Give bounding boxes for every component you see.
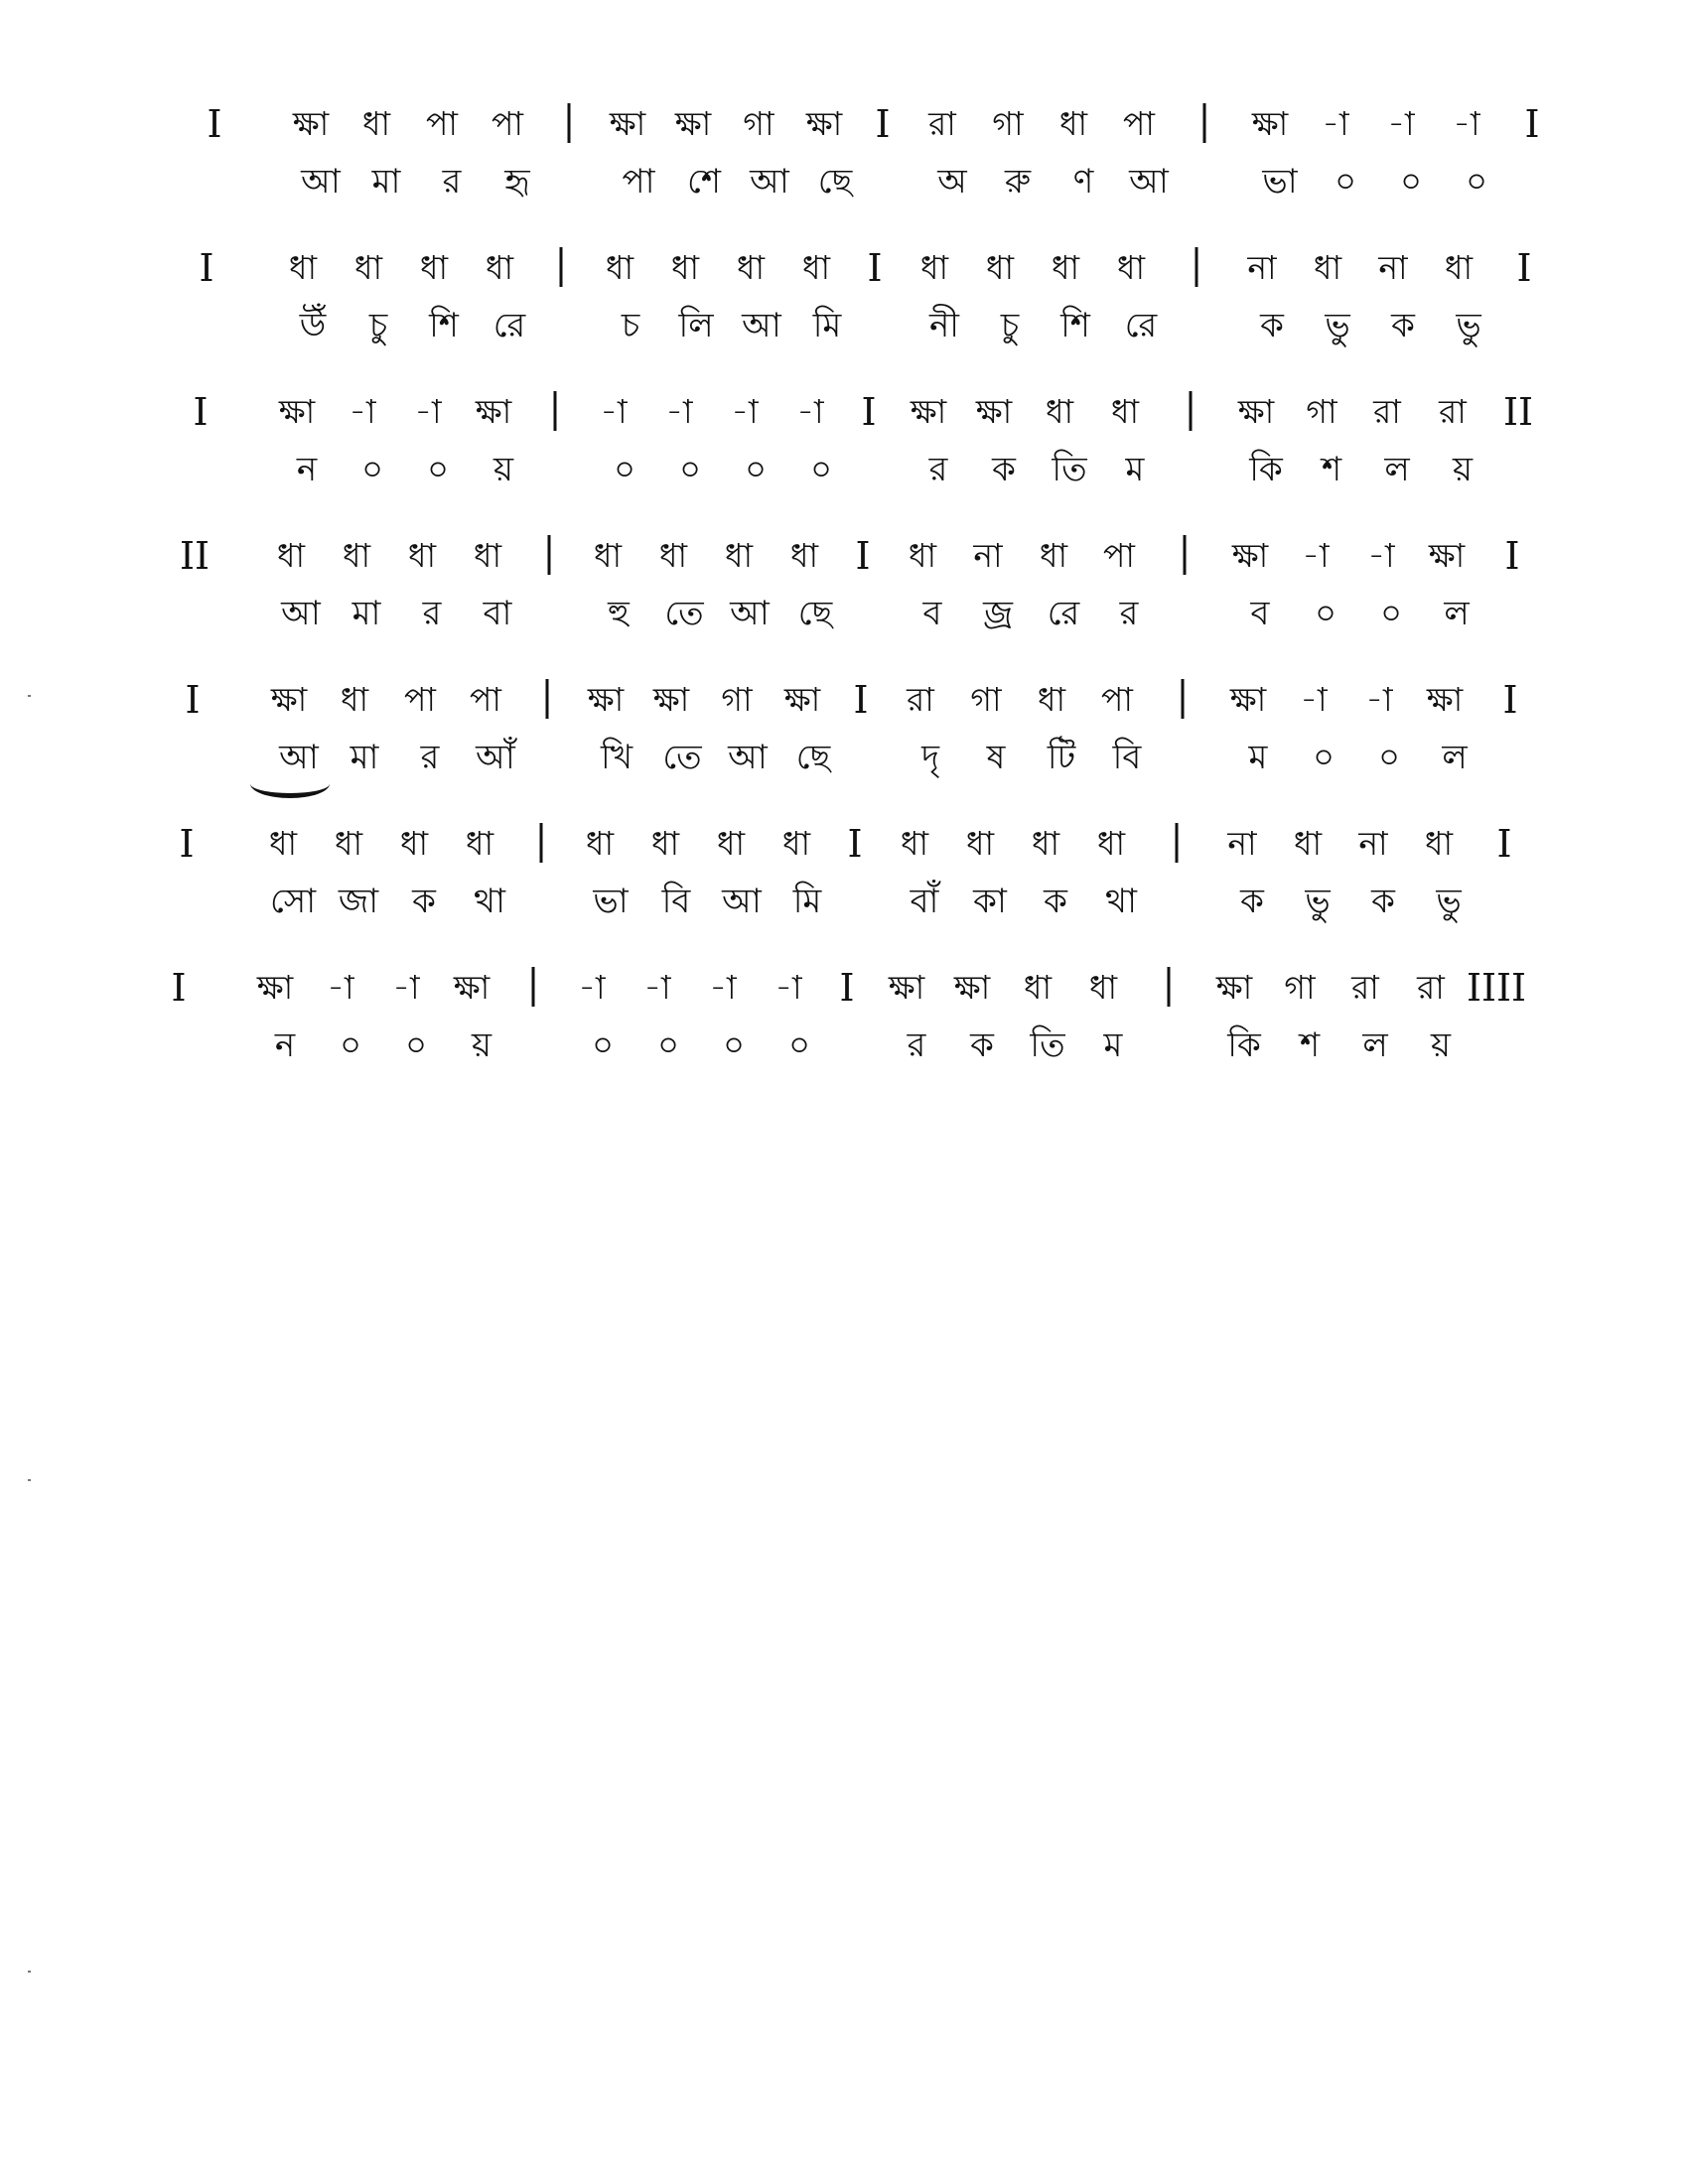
lyric-syllable: থা [474,882,505,921]
lyric-syllable: শি [429,306,459,345]
swara-note: ধা [1116,248,1146,287]
swara-note: গা [1306,392,1337,431]
notation-system [161,243,1591,392]
lyric-syllable: র [928,450,948,489]
lyric-syllable: ল [1362,1025,1388,1065]
lyric-syllable: র [907,1025,926,1065]
lyric-syllable: ০ [1379,594,1403,633]
lyric-syllable: ০ [426,450,450,489]
beat-divider [540,823,543,863]
lyric-syllable: ০ [787,1025,811,1065]
swara-note: গা [1284,968,1316,1007]
lyric-syllable: ক [1044,882,1067,921]
swara-note: গা [970,680,1002,719]
close-bar-mark: I [1516,246,1532,290]
swara-note: ধা [342,536,371,575]
section-bar-mark: I [875,102,891,146]
notation-system [141,819,1571,968]
swara-note: ধা [407,536,437,575]
swara-note: ধা [399,824,429,863]
swara-note: ধা [1110,392,1140,431]
close-bar-mark: I [1504,534,1520,578]
lyric-syllable: কি [1227,1025,1261,1065]
swara-note: পা [404,680,436,719]
lyric-syllable: ব [1250,594,1270,633]
swara-note: ক্ষা [1231,536,1269,575]
swara-note: ধা [419,248,449,287]
beat-divider [548,535,551,575]
lyric-syllable: ছে [817,162,853,202]
swara-note: পা [492,104,523,143]
swara-note: -া [392,968,420,1007]
swara-note: ক্ষা [256,968,294,1007]
swara-note: ধা [789,536,819,575]
close-bar-mark: IIII [1466,966,1527,1010]
lyric-syllable: রু [1004,162,1032,202]
swara-note: ক্ষা [910,392,947,431]
lyric-syllable: ০ [656,1025,680,1065]
lyric-syllable: তে [662,738,702,777]
lyric-row [149,589,1579,638]
beat-divider [1182,679,1185,719]
swara-row [133,963,1563,1013]
lyric-syllable: রে [1047,594,1080,633]
swara-note: ধা [919,248,949,287]
lyric-syllable: চ [621,306,640,345]
swara-note: ধা [1037,680,1066,719]
lyric-syllable: উঁ [299,306,327,345]
lyric-syllable: পা [622,162,655,202]
lyric-syllable: ম [1103,1025,1123,1065]
lyric-syllable: ০ [1314,594,1337,633]
open-bar-mark: II [179,534,211,578]
swara-note: -া [1365,680,1393,719]
swara-note: ধা [1023,968,1053,1007]
beat-divider [560,247,563,287]
lyric-syllable: ল [1384,450,1410,489]
lyric-syllable: ০ [591,1025,615,1065]
lyric-syllable: ছে [797,594,833,633]
swara-note: পা [1101,680,1133,719]
lyric-syllable: ০ [404,1025,428,1065]
lyric-syllable: আ [301,162,341,202]
lyric-row [133,1021,1563,1070]
lyric-syllable: ভা [593,882,629,921]
lyric-syllable: ছে [795,738,831,777]
swara-note: না [1227,824,1257,863]
lyric-syllable: ক [1371,882,1395,921]
swara-note: -া [1300,680,1328,719]
swara-note: ধা [361,104,391,143]
swara-note: ক্ষা [270,680,308,719]
swara-note: ধা [1088,968,1118,1007]
swara-note: ক্ষা [652,680,690,719]
swara-note: না [1247,248,1277,287]
section-bar-mark: I [839,966,855,1010]
swara-note: ক্ষা [674,104,712,143]
swara-note: রা [1439,392,1467,431]
swara-note: ধা [1045,392,1074,431]
scan-speck [28,695,31,697]
lyric-syllable: র [442,162,462,202]
notation-system [169,99,1599,248]
lyric-syllable: ল [1442,738,1468,777]
notation-system [149,531,1579,680]
open-bar-mark: I [207,102,222,146]
beat-divider [1168,967,1171,1007]
lyric-syllable: খি [600,738,633,777]
swara-note: -া [731,392,759,431]
swara-note: ক্ষা [783,680,821,719]
swara-note: -া [709,968,737,1007]
swara-note: ক্ষা [587,680,625,719]
lyric-row [147,733,1577,782]
lyric-syllable: ০ [1465,162,1488,202]
swara-note: ধা [1424,824,1454,863]
swara-note: ক্ষা [1229,680,1267,719]
beat-divider [1203,103,1206,143]
lyric-syllable: অ [937,162,967,202]
swara-note: ধা [650,824,680,863]
lyric-syllable: শি [1060,306,1090,345]
swara-note: গা [743,104,774,143]
swara-row [141,819,1571,869]
beat-divider [1184,535,1187,575]
lyric-syllable: আ [279,738,319,777]
lyric-syllable: শ [1321,450,1342,489]
swara-note: -া [1367,536,1395,575]
beat-divider [1196,247,1198,287]
lyric-syllable: ক [970,1025,994,1065]
swara-note: না [1378,248,1408,287]
lyric-syllable: আ [728,738,768,777]
lyric-syllable: টি [1047,738,1076,777]
lyric-syllable: ণ [1072,162,1094,202]
swara-note: ধা [716,824,746,863]
swara-note: -া [327,968,354,1007]
swara-note: ধা [585,824,615,863]
beat-divider [532,967,535,1007]
swara-note: -া [578,968,606,1007]
swara-note: ধা [485,248,514,287]
lyric-syllable: ক [1260,306,1284,345]
swara-note: ধা [465,824,494,863]
lyric-syllable: ন [274,1025,296,1065]
swara-row [155,387,1585,437]
lyric-syllable: ক [1391,306,1415,345]
lyric-syllable: ষ [986,738,1006,777]
swara-note: ধা [658,536,688,575]
swara-row [147,675,1577,725]
lyric-syllable: আ [742,306,781,345]
swara-note: না [1358,824,1388,863]
section-bar-mark: I [855,534,871,578]
swara-note: ধা [908,536,937,575]
swara-note: ধা [593,536,623,575]
swara-note: রা [1351,968,1379,1007]
swara-note: ধা [985,248,1015,287]
swara-note: ধা [1051,248,1080,287]
swara-note: ক্ষা [292,104,330,143]
swara-note: পা [426,104,458,143]
lyric-syllable: আ [1129,162,1169,202]
lyric-syllable: ০ [360,450,384,489]
swara-row [169,99,1599,149]
swara-note: রা [907,680,934,719]
lyric-syllable: আ [722,882,762,921]
notation-system [147,675,1577,824]
swara-note: ধা [288,248,318,287]
open-bar-mark: I [199,246,214,290]
lyric-syllable: ভা [1262,162,1298,202]
lyric-syllable: জ্র [983,594,1013,633]
lyric-syllable: ম [1248,738,1268,777]
swara-note: ধা [334,824,363,863]
lyric-syllable: ব [922,594,942,633]
swara-note: -া [349,392,376,431]
lyric-syllable: রে [492,306,526,345]
swara-note: ক্ষা [1215,968,1253,1007]
lyric-syllable: হৃ [504,162,530,202]
lyric-syllable: য় [471,1025,492,1065]
lyric-syllable: ক [992,450,1016,489]
lyric-syllable: রে [1124,306,1158,345]
swara-note: ধা [801,248,831,287]
beat-divider [1176,823,1179,863]
lyric-syllable: হু [608,594,630,633]
swara-note: -া [1322,104,1349,143]
beat-divider [546,679,549,719]
lyric-syllable: শ [1299,1025,1321,1065]
section-bar-mark: I [861,390,877,434]
swara-note: ধা [965,824,995,863]
lyric-syllable: মা [371,162,401,202]
swara-note: -া [665,392,693,431]
lyric-syllable: য় [1430,1025,1452,1065]
lyric-syllable: ন [296,450,318,489]
lyric-row [169,157,1599,206]
lyric-syllable: আ [750,162,789,202]
swara-note: ধা [268,824,298,863]
swara-note: ক্ষা [475,392,512,431]
section-bar-mark: I [847,822,863,866]
open-bar-mark: I [179,822,195,866]
close-bar-mark: II [1502,390,1534,434]
swara-note: ধা [353,248,383,287]
lyric-syllable: ল [1444,594,1470,633]
lyric-row [161,301,1591,350]
lyric-syllable: বাঁ [910,882,939,921]
swara-note: ধা [670,248,700,287]
lyric-syllable: ০ [744,450,768,489]
lyric-syllable: য় [1452,450,1474,489]
swara-row [161,243,1591,293]
close-bar-mark: I [1496,822,1512,866]
swara-note: ক্ষা [1428,536,1466,575]
lyric-syllable: মি [792,882,822,921]
lyric-row [155,445,1585,494]
lyric-syllable: তি [1030,1025,1065,1065]
lyric-syllable: আ [730,594,770,633]
lyric-syllable: জা [338,882,379,921]
swara-note: ধা [1039,536,1068,575]
lyric-syllable: থা [1105,882,1137,921]
beat-divider [1190,391,1193,431]
lyric-syllable: ০ [1312,738,1336,777]
swara-note: ক্ষা [453,968,491,1007]
swara-note: ধা [276,536,306,575]
lyric-syllable: ক [412,882,436,921]
lyric-syllable: লি [678,306,714,345]
notation-system [155,387,1585,536]
swara-note: ধা [605,248,634,287]
lyric-syllable: ০ [613,450,636,489]
swara-note: ধা [1058,104,1088,143]
swara-note: ক্ষা [609,104,646,143]
swara-note: রা [1373,392,1401,431]
lyric-syllable: য় [492,450,514,489]
open-bar-mark: I [185,678,201,722]
lyric-syllable: তি [1052,450,1087,489]
lyric-syllable: ক [1240,882,1264,921]
lyric-syllable: ০ [722,1025,746,1065]
swara-note: ক্ষা [278,392,316,431]
lyric-syllable: ০ [1377,738,1401,777]
swara-note: ক্ষা [888,968,925,1007]
lyric-syllable: বি [1112,738,1142,777]
lyric-syllable: কি [1249,450,1283,489]
lyric-syllable: শে [687,162,721,202]
lyric-syllable: মা [350,738,379,777]
lyric-syllable: ম [1125,450,1145,489]
swara-note: ক্ষা [1237,392,1275,431]
swara-note: -া [414,392,442,431]
swara-note: গা [721,680,753,719]
swara-note: -া [600,392,628,431]
lyric-syllable: নী [928,306,960,345]
swara-note: -া [1453,104,1480,143]
swara-note: ধা [1293,824,1323,863]
lyric-syllable: ০ [678,450,702,489]
lyric-syllable: চু [1000,306,1020,345]
swara-note: ক্ষা [805,104,843,143]
lyric-syllable: মা [352,594,381,633]
swara-note: ধা [724,536,754,575]
lyric-syllable: র [422,594,442,633]
notation-system [133,963,1563,1112]
swara-note: ক্ষা [975,392,1013,431]
lyric-syllable: ভু [1436,882,1462,921]
swara-note: -া [643,968,671,1007]
lyric-syllable: আঁ [476,738,515,777]
swara-note: ক্ষা [1426,680,1464,719]
lyric-syllable: ০ [809,450,833,489]
swara-note: ধা [900,824,929,863]
lyric-syllable: র [1119,594,1139,633]
swara-note: ধা [1313,248,1342,287]
slur-mark [250,769,330,798]
close-bar-mark: I [1524,102,1540,146]
beat-divider [568,103,571,143]
section-bar-mark: I [853,678,869,722]
swara-note: গা [992,104,1024,143]
lyric-syllable: ০ [1334,162,1357,202]
swara-note: ক্ষা [1251,104,1289,143]
swara-note: ক্ষা [953,968,991,1007]
swara-note: পা [1123,104,1155,143]
scan-speck [28,1971,31,1973]
open-bar-mark: I [171,966,187,1010]
open-bar-mark: I [193,390,209,434]
swara-note: ধা [1031,824,1060,863]
swara-note: পা [470,680,501,719]
swara-note: ধা [473,536,502,575]
swara-note: -া [774,968,802,1007]
close-bar-mark: I [1502,678,1518,722]
swara-note: ধা [340,680,369,719]
lyric-syllable: ভু [1305,882,1331,921]
swara-note: রা [928,104,956,143]
lyric-syllable: ০ [339,1025,362,1065]
swara-note: ধা [1444,248,1474,287]
swara-note: পা [1103,536,1135,575]
lyric-syllable: সো [269,882,317,921]
lyric-syllable: বা [483,594,512,633]
lyric-syllable: চু [368,306,388,345]
swara-note: ধা [736,248,766,287]
swara-note: -া [796,392,824,431]
swara-note: না [973,536,1003,575]
swara-note: ধা [1096,824,1126,863]
swara-note: রা [1417,968,1445,1007]
lyric-syllable: ভু [1456,306,1481,345]
lyric-row [141,877,1571,926]
lyric-syllable: আ [281,594,321,633]
lyric-syllable: মি [812,306,842,345]
swara-note: -া [1302,536,1330,575]
lyric-syllable: র [420,738,440,777]
lyric-syllable: তে [664,594,704,633]
scan-speck [28,1479,31,1481]
lyric-syllable: দৃ [921,738,939,777]
section-bar-mark: I [867,246,883,290]
lyric-syllable: ০ [1399,162,1423,202]
swara-note: -া [1387,104,1415,143]
beat-divider [554,391,557,431]
swara-note: ধা [781,824,811,863]
swara-row [149,531,1579,581]
lyric-syllable: বি [661,882,691,921]
lyric-syllable: ভু [1325,306,1350,345]
lyric-syllable: কা [973,882,1007,921]
